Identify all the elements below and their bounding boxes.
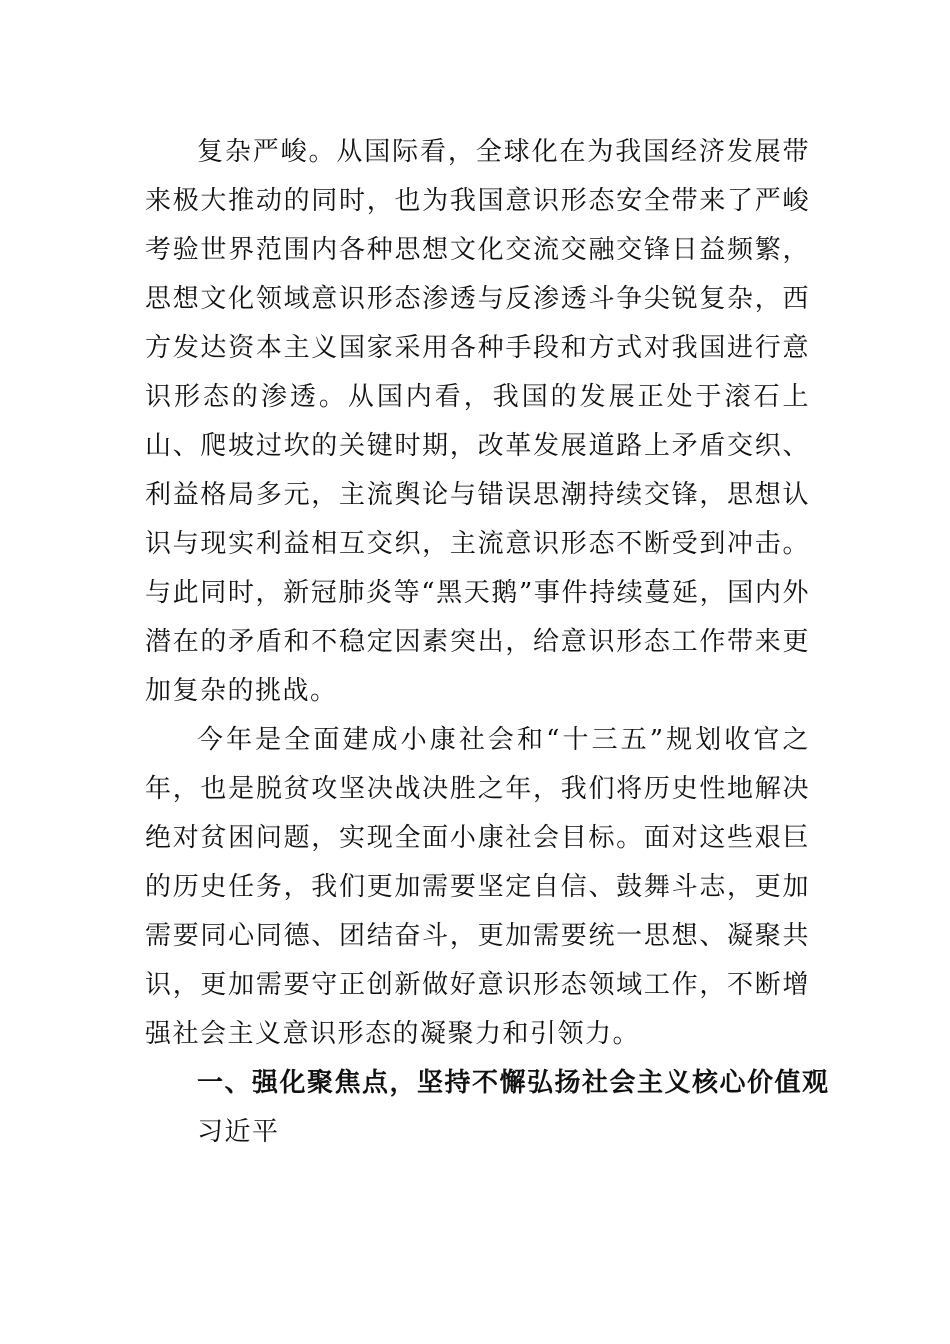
- paragraph-2: 今年是全面建成小康社会和“十三五”规划收官之年，也是脱贫攻坚决战决胜之年，我们将历史性地解决绝对贫困问题，实现全面小康社会目标。面对这些艰巨的历史任务，我们更加需要坚定自信、鼓舞斗志，更加需要同心同德、团结奋斗，更加需要统一思想、凝聚共识，更加需要守正创新做好意识形态领域工作，不断增强社会主义意识形态的凝聚力和引领力。: [145, 725, 810, 1049]
- document-body: [145, 128, 830, 1157]
- section-heading: 一、强化聚焦点，坚持不懈弘扬社会主义核心价值观: [197, 1068, 830, 1098]
- paragraph-1: 复杂严峻。从国际看，全球化在为我国经济发展带来极大推动的同时，也为我国意识形态安全带来了严峻考验世界范围内各种思想文化交流交融交锋日益频繁，思想文化领域意识形态渗透与反渗透斗争尖锐复杂，西方发达资本主义国家采用各种手段和方式对我国进行意识形态的渗透。从国内看，我国的发展正处于滚石上山、爬坡过坎的关键时期，改革发展道路上矛盾交织、利益格局多元，主流舆论与错误思潮持续交锋，思想认识与现实利益相互交织，主流意识形态不断受到冲击。与此同时，新冠肺炎等“黑天鹅”事件持续蔓延，国内外潜在的矛盾和不稳定因素突出，给意识形态工作带来更加复杂的挑战。: [145, 137, 810, 706]
- author-name: 习近平: [197, 1117, 280, 1147]
